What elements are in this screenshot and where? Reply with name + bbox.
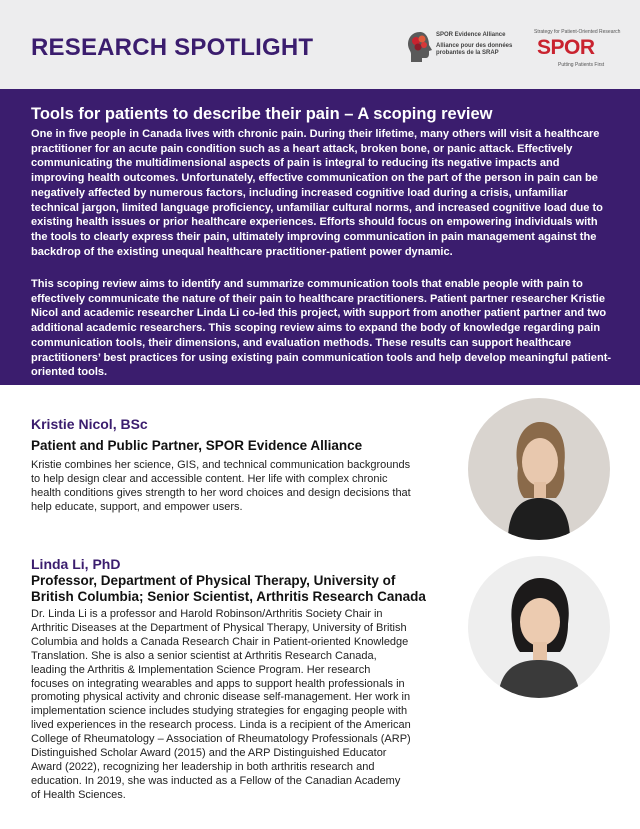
spor-logo-tagline-bottom: Putting Patients First	[558, 62, 605, 68]
avatar	[468, 398, 610, 540]
person-name: Linda Li, PhD	[31, 556, 121, 572]
article-paragraph: One in five people in Canada lives with chronic pain. During their lifetime, many others will visit a healthcare practitioner for an acute pain condition such as a heart attack, broken bone, or panic attack. Effectively communicating the multidimensional aspects of pain is integral to reducing its negative impacts and improving health outcomes. Unfortunately, effective communication on the part of the person in pain can be negatively affected by numerous factors, including increased cognitive load during a crisis, unfamiliar technical jargon, limited language proficiency, unfamiliar cultural norms, and increased cognitive load due to existing health issues or prior healthcare experiences. Efforts should focus on empowering individuals with the tools to clearly express their pain, ultimately improving communication in pain management against the backdrop of the existing unequal healthcare practitioner-patient power dynamic.	[31, 128, 603, 258]
page-title: RESEARCH SPOTLIGHT	[31, 34, 314, 61]
avatar	[468, 556, 610, 698]
logo-line-2: Alliance pour des données	[436, 43, 513, 49]
person-bio: Kristie combines her science, GIS, and technical communication backgrounds to help design clear and accessible content. Her life with complex chronic health conditions gives strength to her word choices and design decisions that help educate, support, and empower users.	[31, 459, 411, 513]
logo-name: SPOR Evidence Alliance	[436, 32, 506, 38]
logo-line-3: probantes de la SRAP	[436, 50, 499, 56]
article-title: Tools for patients to describe their pain – A scoping review	[31, 105, 493, 123]
person-role: Patient and Public Partner, SPOR Evidence Alliance	[31, 438, 363, 453]
spor-logo-tagline-top: Strategy for Patient-Oriented Research	[534, 29, 621, 35]
spor-logo	[534, 28, 621, 74]
person-name: Kristie Nicol, BSc	[31, 416, 148, 432]
spor-logo-wordmark: SPOR	[537, 36, 595, 59]
spor-evidence-alliance-logo	[406, 30, 526, 70]
head-brain-icon	[406, 30, 434, 64]
article-paragraph: This scoping review aims to identify and summarize communication tools that enable people with pain to effectively communicate the nature of their pain to healthcare practitioners. Patient partner researcher Kristie Nicol and academic researcher Linda Li co-led this project, with support from another patient partner and two additional academic researchers. This scoping review aims to expand the body of knowledge regarding pain communication tools, their dimensions, and evaluation methods. These results can support healthcare practitioners’ best practices for using existing pain communication tools and help develop meaningful patient-oriented tools.	[31, 278, 612, 379]
person-bio: Dr. Linda Li is a professor and Harold Robinson/Arthritis Society Chair in Arthritic Diseases at the Department of Physical Therapy, University of British Columbia and holds a Canada Research Chair in Patient-oriented Knowledge Translation. She is also a senior scientist at Arthritis Research Canada, leading the Arthritis & Implementation Science Program. Her research focuses on integrating wearables and apps to support health professionals in promoting physical activity and chronic disease self-management. Her work in implementation science includes studying strategies for engaging people with lived experiences in the research process. Linda is a recipient of the American College of Rheumatology – Association of Rheumatology Professionals (ARP) Distinguished Scholar Award (2015) and the ARP Distinguished Educator Award (2022), recognizing her leadership in both arthritis research and education. In 2019, she was inducted as a Fellow of the Canadian Academy of Health Sciences.	[31, 608, 411, 801]
person-role: Professor, Department of Physical Therapy, University of British Columbia; Senior Scientist, Arthritis Research Canada	[31, 573, 426, 604]
article-summary-band	[0, 89, 640, 385]
header-banner	[0, 0, 640, 89]
